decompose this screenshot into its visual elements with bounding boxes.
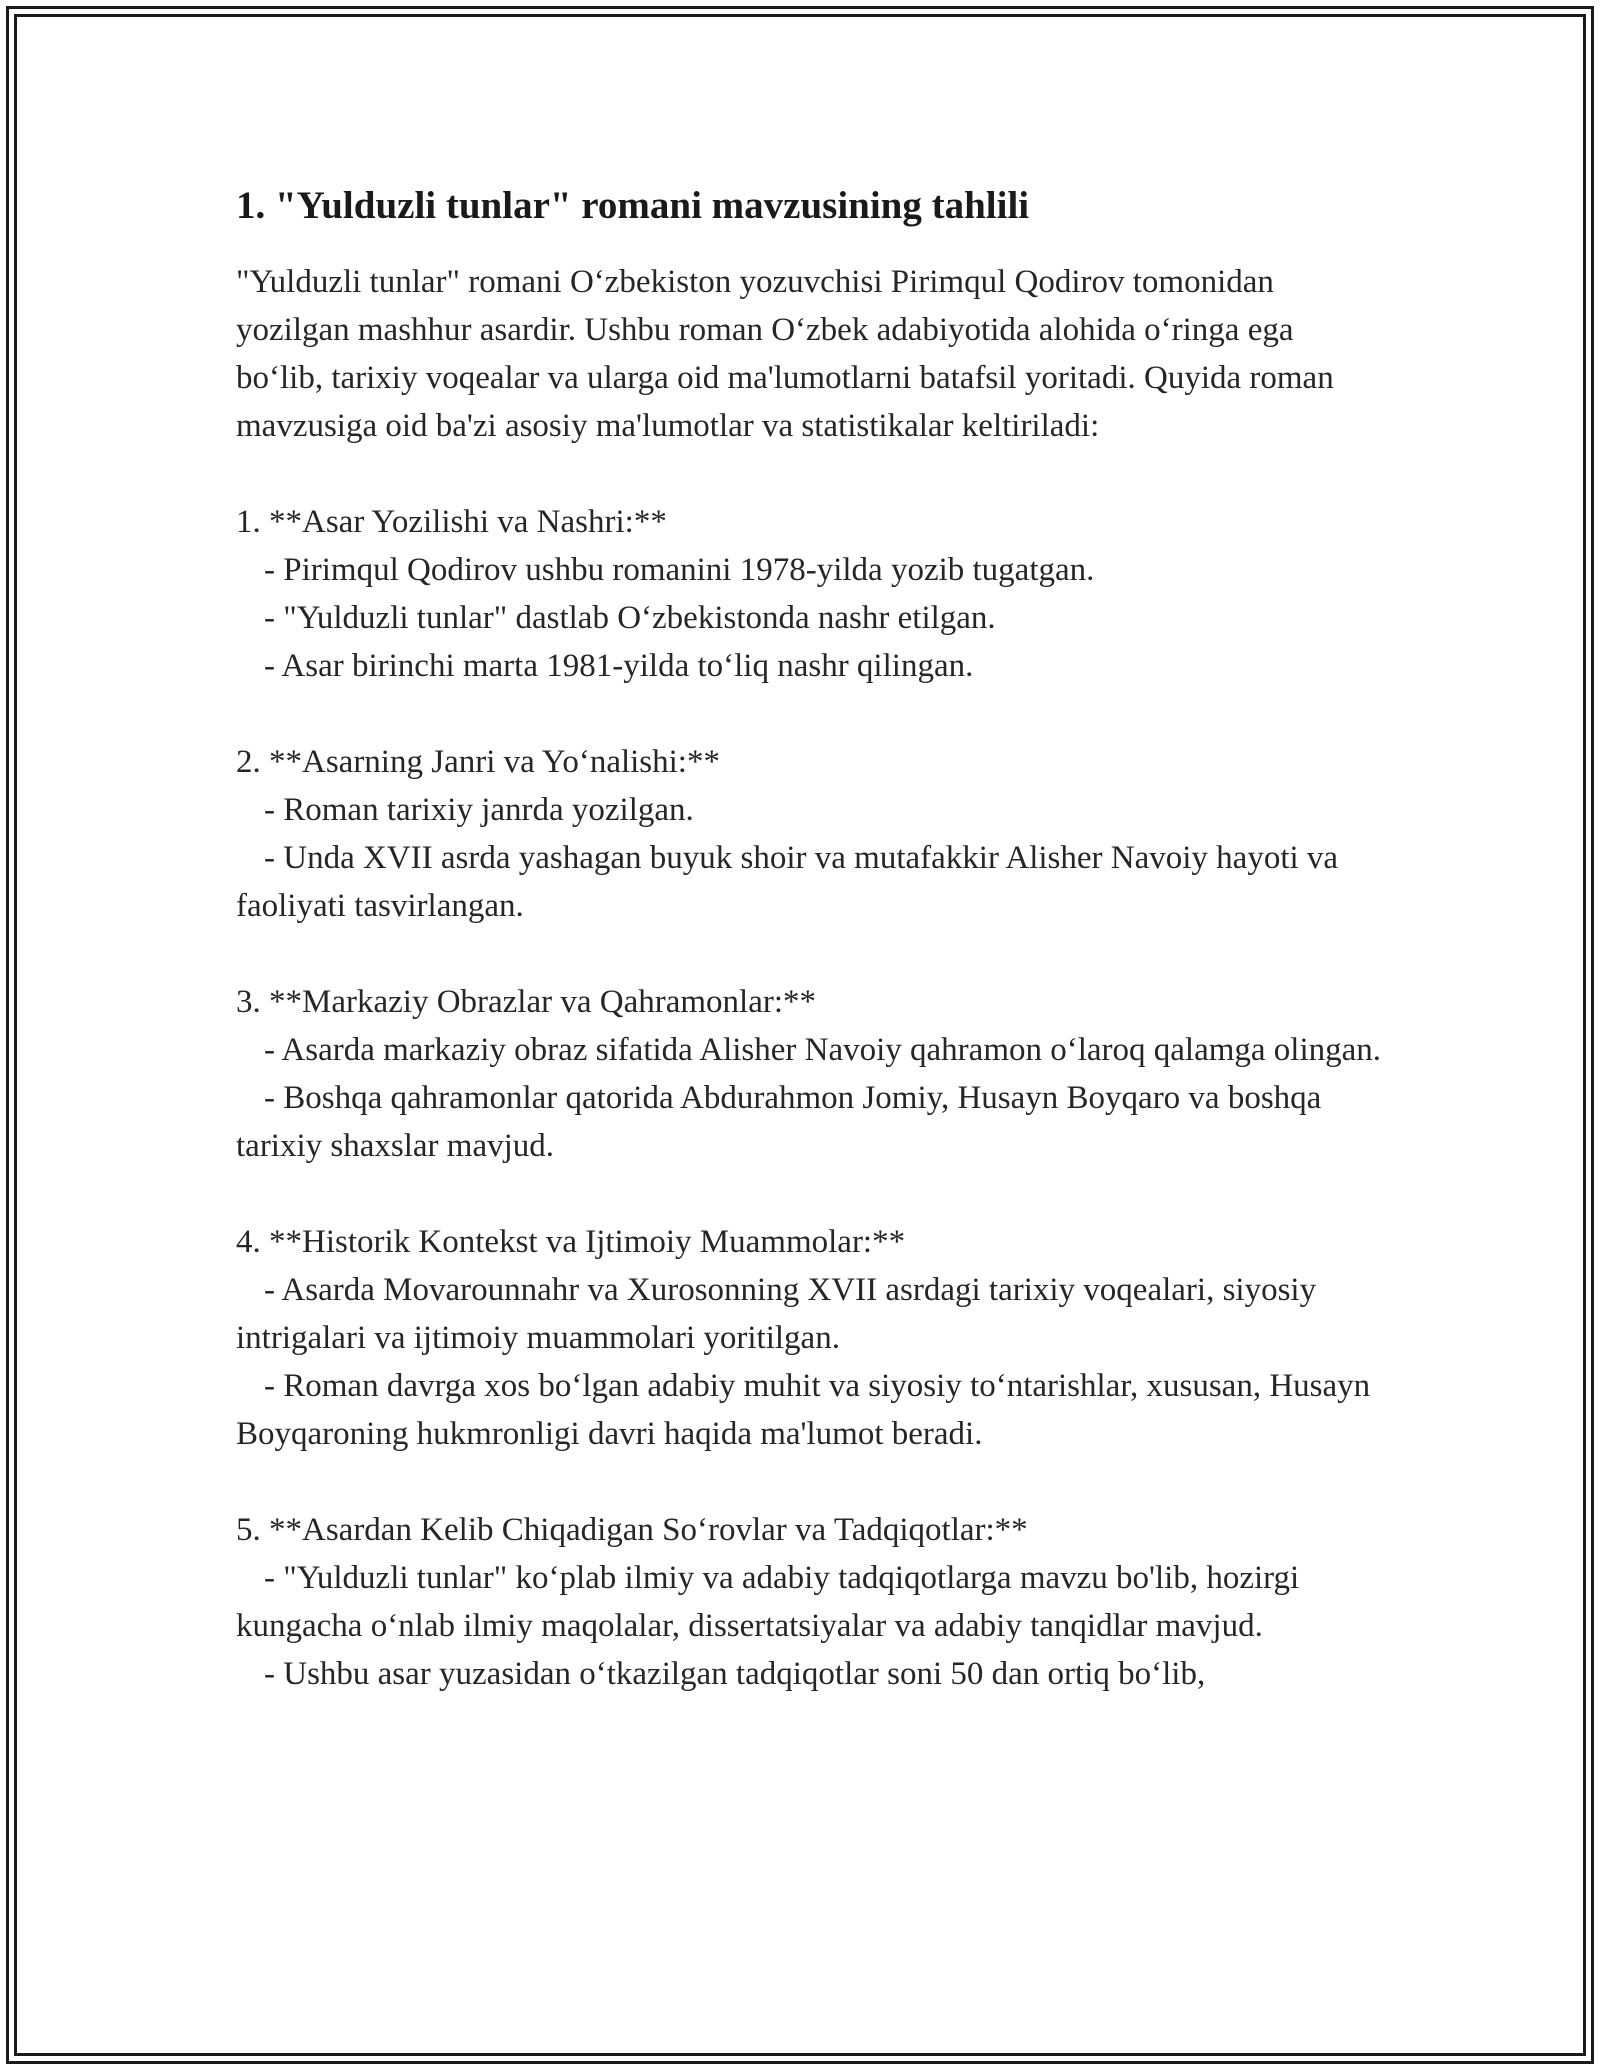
list-item: - Asar birinchi marta 1981-yilda to‘liq nashr qilingan. <box>264 648 974 684</box>
document-body <box>236 182 1386 1698</box>
list-item: - Roman tarixiy janrda yozilgan. <box>264 792 694 828</box>
list-item-text: - Roman davrga xos bo‘lgan adabiy muhit va siyosiy to‘ntarishlar, xususan, Husayn Boyqaroning hukmronligi davri haqida ma'lumot beradi. <box>236 1368 1379 1452</box>
section-heading: 5. **Asardan Kelib Chiqadigan So‘rovlar va Tadqiqotlar:** <box>236 1512 1028 1548</box>
section-heading: 4. **Historik Kontekst va Ijtimoiy Muammolar:** <box>236 1224 906 1260</box>
list-item: - Pirimqul Qodirov ushbu romanini 1978-yilda yozib tugatgan. <box>264 552 1095 588</box>
list-item <box>236 1554 1386 1650</box>
list-item: - "Yulduzli tunlar" dastlab O‘zbekistonda nashr etilgan. <box>264 600 996 636</box>
document-title: 1. "Yulduzli tunlar" romani mavzusining tahlili <box>236 184 1030 227</box>
section-2 <box>236 738 1386 930</box>
list-item-text: - Asarda markaziy obraz sifatida Alisher Navoiy qahramon o‘laroq qalamga olingan. <box>264 1032 1382 1068</box>
section-heading: 2. **Asarning Janri va Yo‘nalishi:** <box>236 744 720 780</box>
spacer <box>236 450 1386 498</box>
list-item <box>236 1266 1386 1362</box>
intro-paragraph: "Yulduzli tunlar" romani O‘zbekiston yozuvchisi Pirimqul Qodirov tomonidan yozilgan mashhur asardir. Ushbu roman O‘zbek adabiyotida alohida o‘ringa ega bo‘lib, tarixiy voqealar va ularga oid ma'lumotlarni batafsil yoritadi. Quyida roman mavzusiga oid ba'zi asosiy ma'lumotlar va statistikalar keltiriladi: <box>236 264 1334 444</box>
list-item-text: - "Yulduzli tunlar" ko‘plab ilmiy va adabiy tadqiqotlarga mavzu bo'lib, hozirgi kungacha o‘nlab ilmiy maqolalar, dissertatsiyalar va adabiy tanqidlar mavjud. <box>236 1560 1308 1644</box>
list-item <box>236 1026 1386 1074</box>
section-5 <box>236 1506 1386 1698</box>
spacer <box>236 1458 1386 1506</box>
list-item <box>236 1074 1386 1170</box>
section-4 <box>236 1218 1386 1458</box>
spacer <box>236 690 1386 738</box>
section-heading: 3. **Markaziy Obrazlar va Qahramonlar:** <box>236 984 817 1020</box>
list-item-text: - Asarda Movarounnahr va Xurosonning XVII asrdagi tarixiy voqealari, siyosiy intrigalari va ijtimoiy muammolari yoritilgan. <box>236 1272 1325 1356</box>
list-item <box>236 1650 1386 1698</box>
section-heading: 1. **Asar Yozilishi va Nashri:** <box>236 504 667 540</box>
spacer <box>236 1170 1386 1218</box>
list-item <box>236 1362 1386 1458</box>
list-item-text: - Boshqa qahramonlar qatorida Abdurahmon Jomiy, Husayn Boyqaro va boshqa tarixiy shaxslar mavjud. <box>236 1080 1330 1164</box>
section-3 <box>236 978 1386 1170</box>
spacer <box>236 930 1386 978</box>
list-item <box>236 834 1386 930</box>
list-item-text: - Unda XVII asrda yashagan buyuk shoir va mutafakkir Alisher Navoiy hayoti va faoliyati tasvirlangan. <box>236 840 1347 924</box>
section-1 <box>236 498 1386 690</box>
list-item-text: - Ushbu asar yuzasidan o‘tkazilgan tadqiqotlar soni 50 dan ortiq bo‘lib, <box>264 1656 1206 1692</box>
